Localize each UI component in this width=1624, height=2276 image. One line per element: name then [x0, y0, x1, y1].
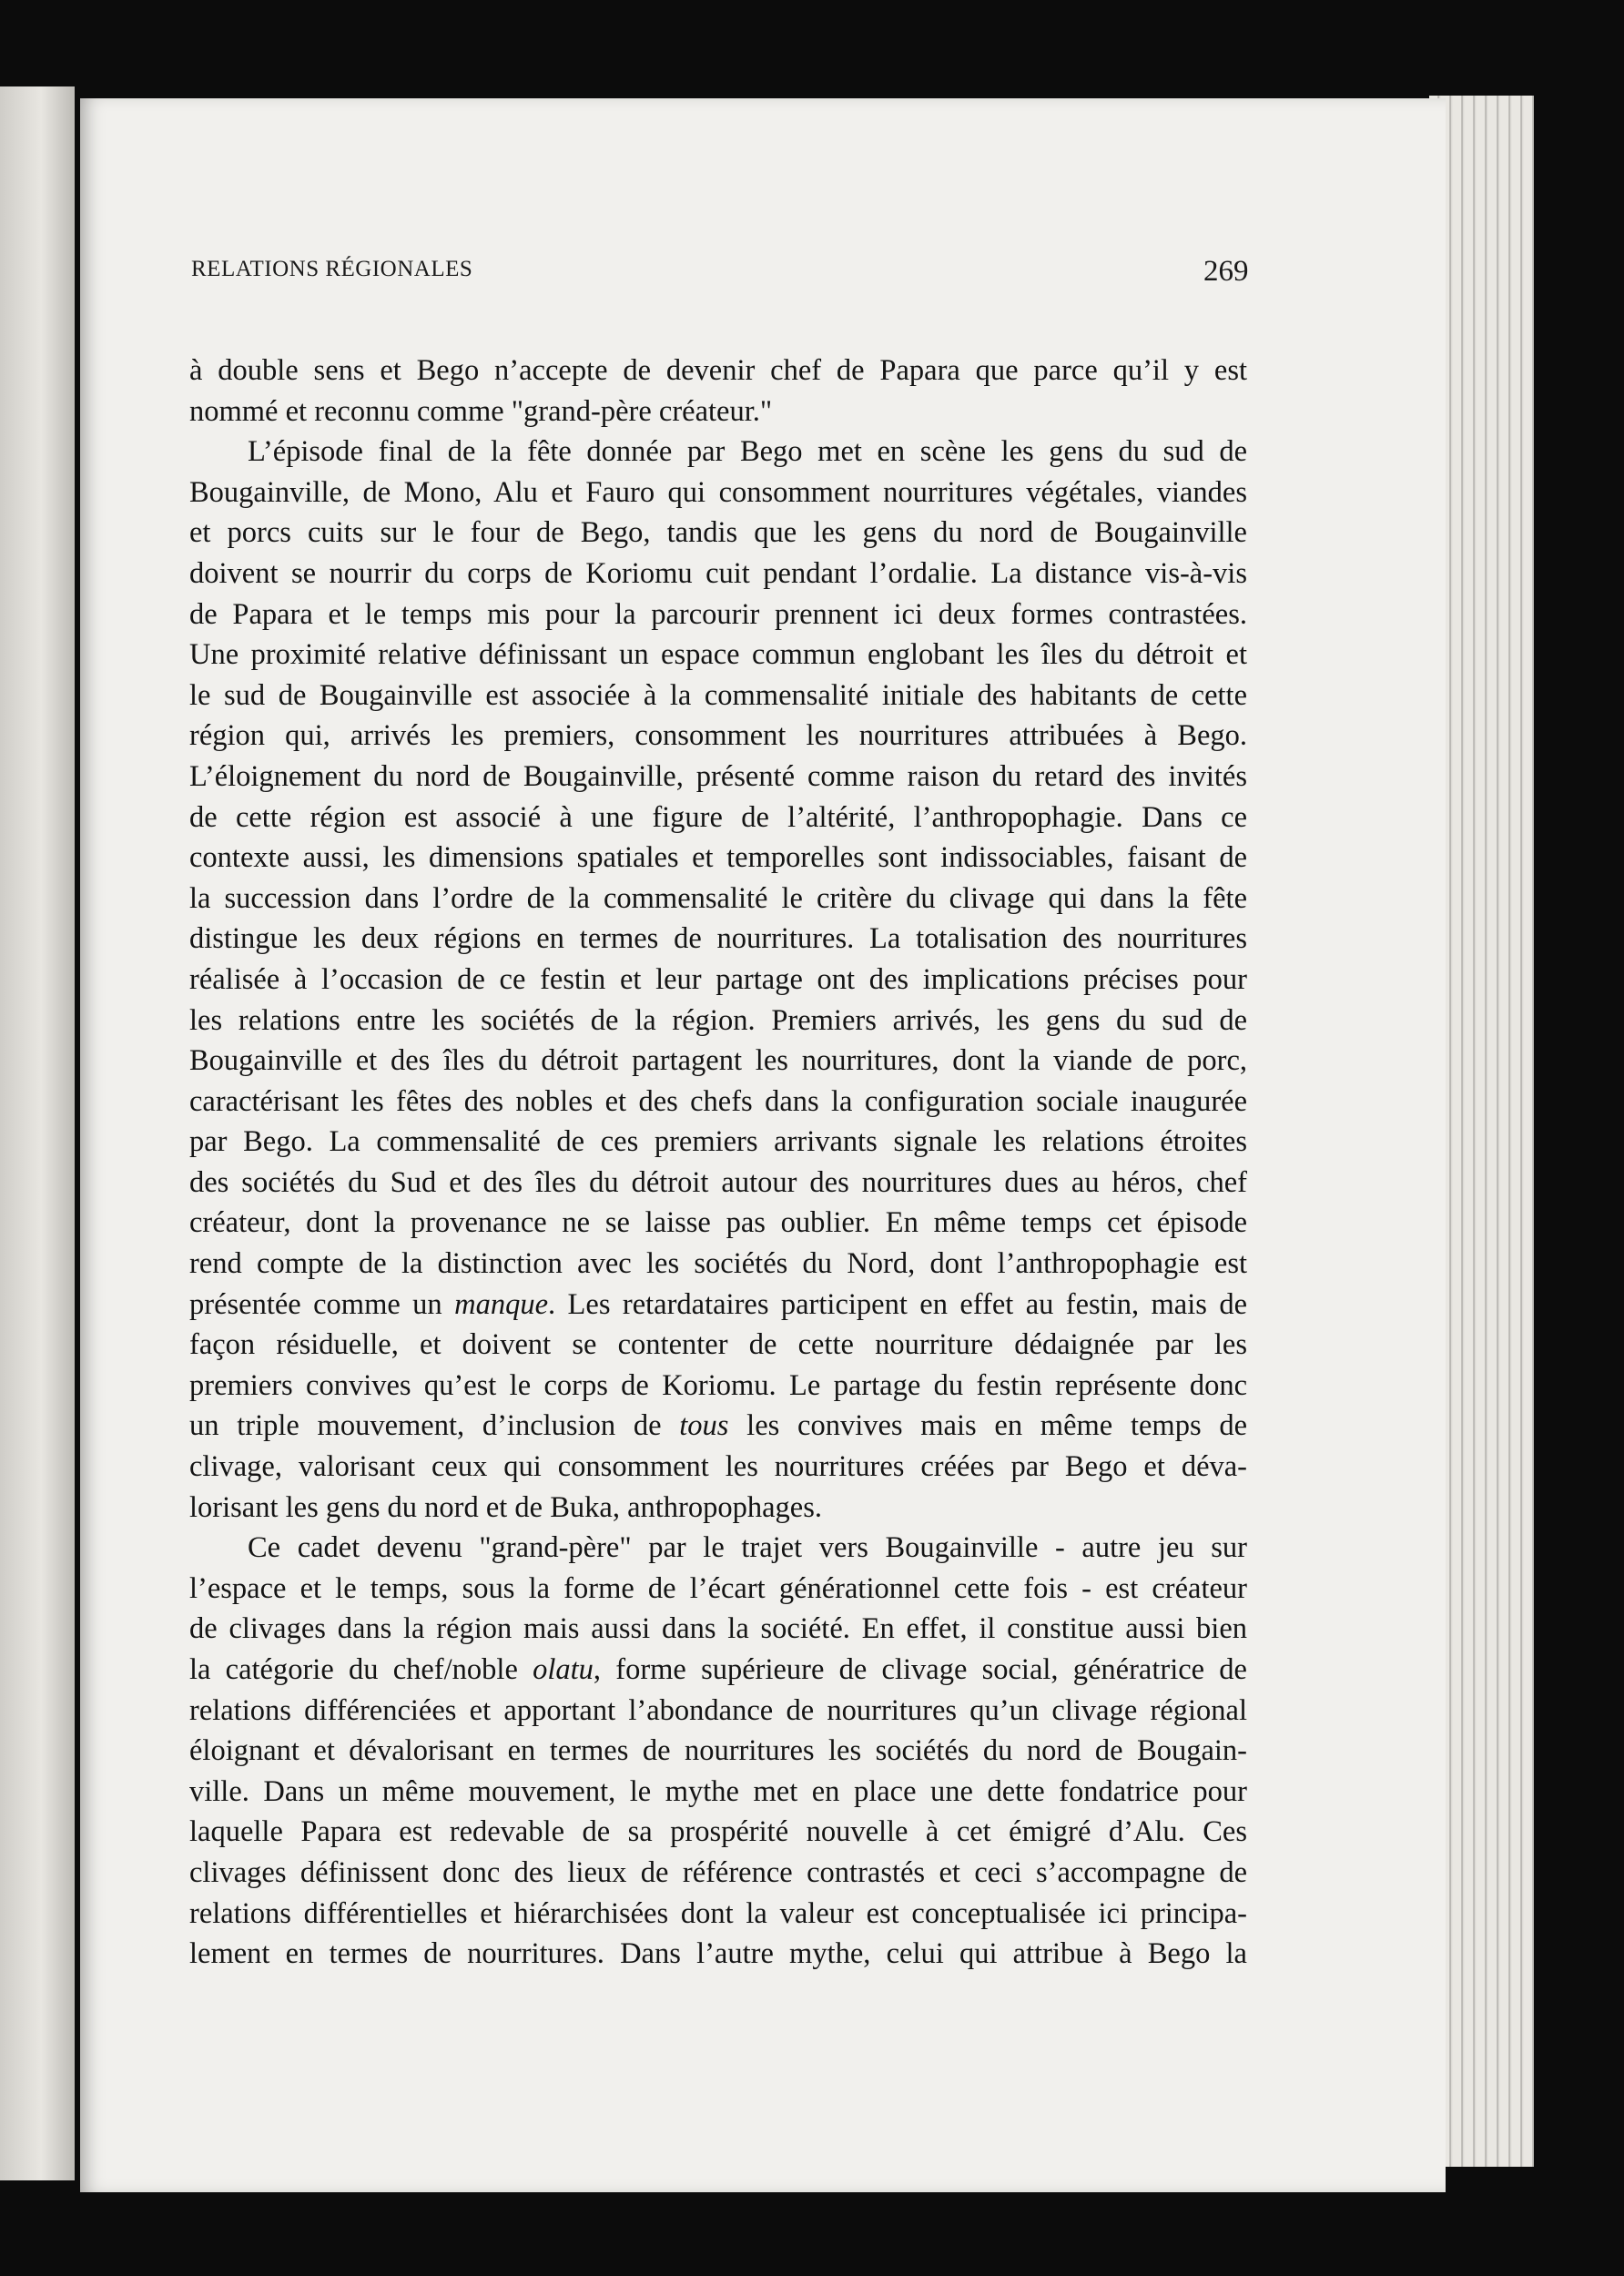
text-line: de clivages dans la région mais aussi dans la société. En effet, il constitue aussi bien [189, 1612, 1247, 1646]
text-line: le sud de Bougainville est associée à la commensalité initiale des habitants de cette [189, 678, 1247, 712]
text-line: l’espace et le temps, sous la forme de l’écart générationnel cette fois - est créateur [189, 1571, 1247, 1605]
text-line: Bougainville, de Mono, Alu et Fauro qui consomment nourritures végétales, viandes [189, 475, 1247, 509]
text-line: la catégorie du chef/noble olatu, forme supérieure de clivage social, génératrice de [189, 1653, 1247, 1686]
text-line: ville. Dans un même mouvement, le mythe met en place une dette fondatrice pour [189, 1774, 1247, 1808]
text-line: région qui, arrivés les premiers, consomment les nourritures attribuées à Bego. [189, 719, 1247, 753]
text-line: Une proximité relative définissant un espace commun englobant les îles du détroit et [189, 638, 1247, 672]
text-line: Ce cadet devenu "grand-père" par le trajet vers Bougainville - autre jeu sur [248, 1531, 1247, 1565]
text-line: réalisée à l’occasion de ce festin et leur partage ont des implications précises pour [189, 962, 1247, 996]
text-line: nommé et reconnu comme "grand-père créateur." [189, 394, 773, 428]
text-line: laquelle Papara est redevable de sa prospérité nouvelle à cet émigré d’Alu. Ces [189, 1815, 1247, 1849]
text-line: créateur, dont la provenance ne se laisse pas oublier. En même temps cet épisode [189, 1206, 1247, 1240]
text-line: par Bego. La commensalité de ces premiers arrivants signale les relations étroites [189, 1125, 1247, 1159]
text-line: un triple mouvement, d’inclusion de tous les convives mais en même temps de [189, 1409, 1247, 1443]
text-line: distingue les deux régions en termes de nourritures. La totalisation des nourritures [189, 922, 1247, 956]
text-line: lorisant les gens du nord et de Buka, anthropophages. [189, 1490, 822, 1524]
text-line: et porcs cuits sur le four de Bego, tandis que les gens du nord de Bougainville [189, 516, 1247, 550]
text-line: éloignant et dévalorisant en termes de nourritures les sociétés du nord de Bougain- [189, 1734, 1247, 1768]
text-line: L’éloignement du nord de Bougainville, présenté comme raison du retard des invités [189, 759, 1247, 793]
page-number: 269 [1203, 255, 1249, 288]
body-text [189, 351, 1247, 1975]
text-line: premiers convives qu’est le corps de Koriomu. Le partage du festin représente donc [189, 1368, 1247, 1402]
text-line: relations différentielles et hiérarchisées dont la valeur est conceptualisée ici principa- [189, 1896, 1247, 1930]
text-line: présentée comme un manque. Les retardataires participent en effet au festin, mais de [189, 1287, 1248, 1321]
text-line: des sociétés du Sud et des îles du détroit autour des nourritures dues au héros, chef [189, 1165, 1247, 1199]
text-line: de cette région est associé à une figure de l’altérité, l’anthropophagie. Dans ce [189, 800, 1247, 834]
text-line: doivent se nourrir du corps de Koriomu cuit pendant l’ordalie. La distance vis-à-vis [189, 556, 1247, 590]
text-line: Bougainville et des îles du détroit partagent les nourritures, dont la viande de porc, [189, 1044, 1247, 1078]
text-line: clivage, valorisant ceux qui consomment les nourritures créées par Bego et déva- [189, 1450, 1247, 1484]
text-line: façon résiduelle, et doivent se contenter de cette nourriture dédaignée par les [189, 1328, 1247, 1362]
text-line: caractérisant les fêtes des nobles et des chefs dans la configuration sociale inaugurée [189, 1084, 1247, 1118]
text-line: rend compte de la distinction avec les sociétés du Nord, dont l’anthropophagie est [189, 1247, 1247, 1281]
text-line: clivages définissent donc des lieux de référence contrastés et ceci s’accompagne de [189, 1855, 1247, 1889]
text-line: la succession dans l’ordre de la commensalité le critère du clivage qui dans la fête [189, 881, 1247, 915]
text-line: lement en termes de nourritures. Dans l’autre mythe, celui qui attribue à Bego la [189, 1937, 1247, 1971]
text-line: relations différenciées et apportant l’abondance de nourritures qu’un clivage régional [189, 1693, 1247, 1727]
text-line: de Papara et le temps mis pour la parcourir prennent ici deux formes contrastées. [189, 597, 1247, 631]
text-line: contexte aussi, les dimensions spatiales et temporelles sont indissociables, faisant de [189, 841, 1247, 875]
text-line: à double sens et Bego n’accepte de devenir chef de Papara que parce qu’il y est [189, 354, 1247, 387]
text-line: L’épisode final de la fête donnée par Bego met en scène les gens du sud de [248, 435, 1247, 469]
running-head: RELATIONS RÉGIONALES [191, 257, 473, 281]
left-page-edge [0, 86, 75, 2180]
text-line: les relations entre les sociétés de la région. Premiers arrivés, les gens du sud de [189, 1003, 1247, 1037]
